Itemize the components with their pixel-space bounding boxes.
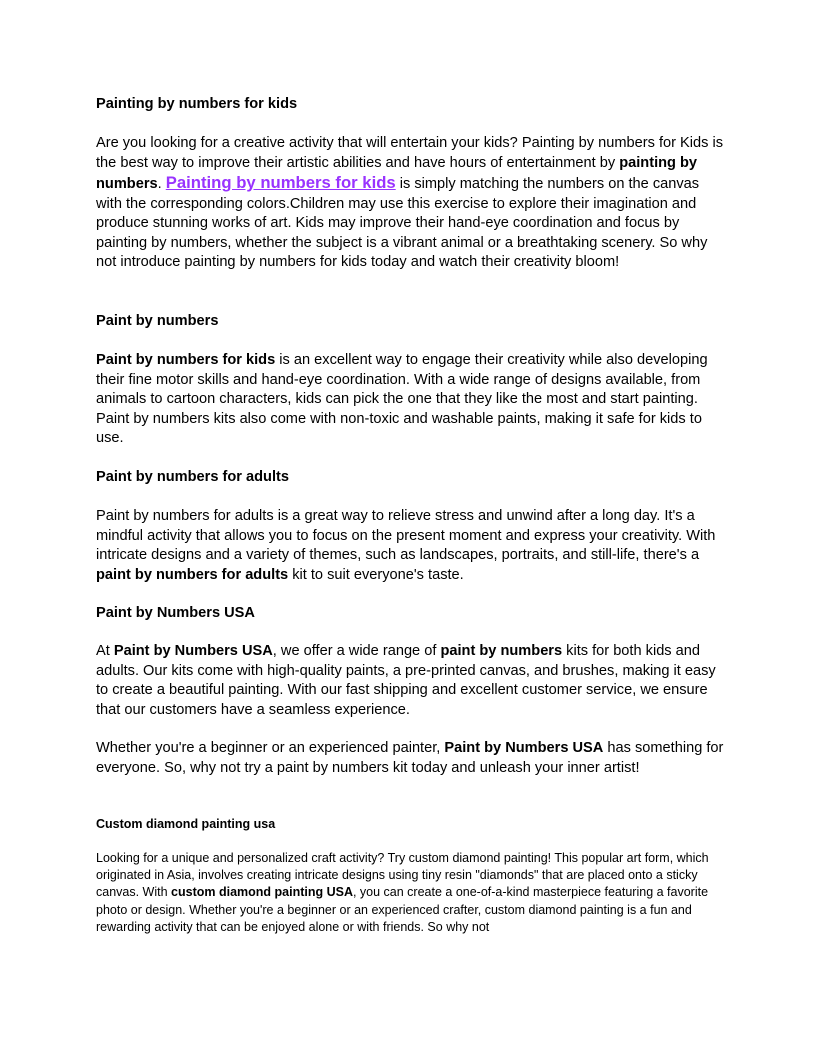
bold-keyword: painting by numbers [96,154,698,192]
paragraph-usa-closing [96,739,726,778]
bold-keyword: Paint by Numbers USA [444,740,604,756]
paragraph-paint-by-numbers [96,351,726,449]
paragraph-diamond [96,850,726,936]
paragraph-kids-intro [96,134,726,273]
text-run: . [157,176,166,192]
section-heading-paint-by-numbers: Paint by numbers [96,313,219,329]
bold-keyword: custom diamond painting USA [171,885,353,900]
paragraph-usa-offer [96,642,726,720]
text-run: , we offer a wide range of [272,643,441,659]
text-run: , you can create a one-of-a-kind masterpiece featuring a favorite photo or design. Whether you're a beginner or an experienced crafter, custom diamond painting is a fun and rewarding activity that can be enjoyed alone or with friends. So why not [96,885,709,934]
bold-keyword: Paint by numbers for kids [96,352,276,368]
painting-by-numbers-for-kids-link[interactable]: Painting by numbers for kids [165,173,396,192]
paragraph-adults [96,507,726,585]
bold-keyword: paint by numbers for adults [96,566,289,583]
bold-keyword: Paint by Numbers USA [113,643,273,659]
bold-keyword: paint by numbers [440,643,563,659]
text-run: Looking for a unique and personalized craft activity? Try custom diamond painting! This popular art form, which originated in Asia, involves creating intricate designs using tiny resin "diamonds" that are placed onto a sticky canvas. With [96,851,709,900]
section-heading-diamond: Custom diamond painting usa [96,817,276,831]
section-heading-adults: Paint by numbers for adults [96,469,289,485]
text-run: Paint by numbers for adults is a great way to relieve stress and unwind after a long day. It's a mindful activity that allows you to focus on the present moment and express your creativity. With intricate designs and a variety of themes, such as landscapes, portraits, and still-life, there's a [96,508,716,563]
section-heading-kids: Painting by numbers for kids [96,96,298,112]
text-run: is simply matching the numbers on the canvas with the corresponding colors.Children may use this exercise to explore their imagination and produce stunning works of art. Kids may improve their hand-eye coordination and focus by painting by numbers, whether the subject is a vibrant animal or a breathtaking scenery. So why not introduce painting by numbers for kids today and watch their creativity bloom! [96,176,708,270]
text-run: is an excellent way to engage their creativity while also developing their fine motor skills and hand-eye coordination. With a wide range of designs available, from animals to cartoon characters, kids can pick the one that they like the most and start painting. Paint by numbers kits also come with non-toxic and washable paints, making it safe for kids to use. [96,352,708,446]
text-run: kits for both kids and adults. Our kits come with high-quality paints, a pre-printed canvas, and brushes, making it easy to create a beautiful painting. With our fast shipping and excellent customer service, we ensure that our customers have a seamless experience. [96,643,716,718]
text-run: Whether you're a beginner or an experienced painter, [96,740,445,756]
text-run: At [96,643,114,659]
text-run: has something for everyone. So, why not try a paint by numbers kit today and unleash your inner artist! [96,740,724,776]
text-run: kit to suit everyone's taste. [288,566,464,583]
section-heading-usa: Paint by Numbers USA [96,605,255,621]
text-run: Are you looking for a creative activity that will entertain your kids? Painting by numbers for Kids is the best way to improve their artistic abilities and have hours of entertainment by [96,135,724,171]
